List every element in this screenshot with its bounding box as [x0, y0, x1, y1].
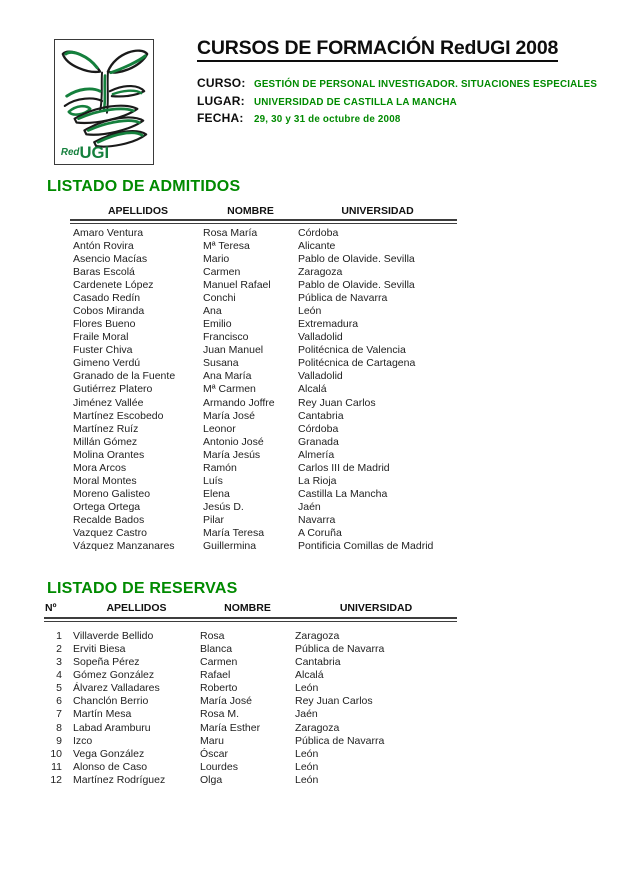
- redugi-logo: [54, 39, 154, 165]
- cell-apellidos: Vazquez Castro: [73, 527, 147, 540]
- cell-nombre: Francisco: [203, 331, 249, 344]
- table-row: [70, 423, 457, 436]
- cell-num: 9: [56, 734, 62, 747]
- column-header-nombre: NOMBRE: [227, 205, 274, 217]
- cell-nombre: Pilar: [203, 514, 225, 527]
- cell-nombre: Rafael: [200, 668, 231, 681]
- field-value: 29, 30 y 31 de octubre de 2008: [254, 114, 401, 125]
- cell-nombre: Roberto: [200, 682, 238, 695]
- cell-nombre: Rosa M.: [200, 708, 240, 721]
- cell-num: 11: [51, 761, 62, 774]
- cell-nombre: Susana: [203, 357, 239, 370]
- cell-nombre: Antonio José: [203, 435, 264, 448]
- cell-num: 12: [50, 774, 62, 787]
- table-header-rule: [44, 617, 457, 622]
- logo-text-ugi: UGI: [79, 142, 110, 162]
- column-header-universidad: UNIVERSIDAD: [339, 602, 413, 614]
- table-row: [44, 761, 457, 774]
- cell-apellidos: Cardenete López: [73, 278, 154, 291]
- table-row: [44, 643, 457, 656]
- cell-universidad: Zaragoza: [295, 721, 340, 734]
- cell-nombre: Guillermina: [203, 540, 257, 553]
- column-header-apellidos: APELLIDOS: [107, 205, 169, 217]
- cell-universidad: Pablo de Olavide. Sevilla: [298, 252, 415, 265]
- cell-universidad: Córdoba: [298, 422, 339, 435]
- cell-nombre: Mª Carmen: [203, 383, 256, 396]
- cell-universidad: Pontificia Comillas de Madrid: [298, 540, 434, 553]
- cell-nombre: Maru: [200, 734, 224, 747]
- table-header-rule: [70, 219, 457, 224]
- cell-universidad: Jaén: [295, 708, 318, 721]
- cell-universidad: Almería: [298, 448, 335, 461]
- cell-universidad: Pública de Navarra: [298, 291, 388, 304]
- table-row: [70, 501, 457, 514]
- cell-nombre: Rosa María: [203, 226, 258, 239]
- cell-apellidos: Gutiérrez Platero: [73, 383, 153, 396]
- cell-nombre: Carmen: [203, 265, 241, 278]
- cell-universidad: A Coruña: [298, 527, 342, 540]
- cell-universidad: León: [298, 304, 322, 317]
- cell-num: 4: [56, 668, 62, 681]
- cell-nombre: Lourdes: [200, 761, 238, 774]
- cell-num: 8: [56, 721, 62, 734]
- table-row: [70, 383, 457, 396]
- cell-nombre: Luís: [203, 474, 223, 487]
- cell-universidad: La Rioja: [298, 474, 337, 487]
- cell-universidad: Pública de Navarra: [295, 734, 385, 747]
- course-info: [197, 76, 597, 129]
- cell-universidad: Alicante: [298, 239, 336, 252]
- cell-universidad: Zaragoza: [295, 629, 340, 642]
- cell-nombre: Carmen: [200, 655, 238, 668]
- cell-apellidos: Millán Gómez: [73, 435, 138, 448]
- cell-apellidos: Amaro Ventura: [73, 226, 144, 239]
- table-row: [44, 722, 457, 735]
- reserves-table: [44, 601, 457, 787]
- column-header-universidad: UNIVERSIDAD: [341, 205, 414, 217]
- cell-apellidos: Baras Escolá: [73, 265, 135, 278]
- cell-nombre: Ramón: [203, 461, 237, 474]
- cell-nombre: Conchi: [203, 291, 236, 304]
- cell-universidad: Cantabria: [295, 655, 341, 668]
- table-row: [70, 527, 457, 540]
- cell-apellidos: Sopeña Pérez: [73, 655, 140, 668]
- cell-apellidos: Granado de la Fuente: [73, 370, 176, 383]
- cell-universidad: Castilla La Mancha: [298, 488, 388, 501]
- cell-apellidos: Antón Rovira: [73, 239, 134, 252]
- table-row: [70, 240, 457, 253]
- cell-nombre: María José: [203, 409, 255, 422]
- cell-apellidos: Moreno Galisteo: [73, 488, 151, 501]
- table-row: [70, 266, 457, 279]
- cell-num: 3: [56, 655, 62, 668]
- cell-num: 10: [50, 747, 62, 760]
- cell-nombre: María Teresa: [203, 527, 265, 540]
- cell-universidad: Granada: [298, 435, 339, 448]
- cell-apellidos: Alonso de Caso: [73, 761, 148, 774]
- cell-universidad: Córdoba: [298, 226, 339, 239]
- cell-nombre: Óscar: [200, 747, 229, 760]
- reserves-table-body: [44, 630, 457, 788]
- column-header-apellidos: APELLIDOS: [106, 602, 167, 614]
- field-label: FECHA:: [197, 111, 244, 125]
- table-row: [70, 305, 457, 318]
- cell-universidad: Rey Juan Carlos: [295, 695, 373, 708]
- cell-apellidos: Flores Bueno: [73, 318, 136, 331]
- cell-nombre: Ana María: [203, 370, 252, 383]
- cell-nombre: Manuel Rafael: [203, 278, 271, 291]
- cell-universidad: Pablo de Olavide. Sevilla: [298, 278, 415, 291]
- cell-apellidos: Asencio Macías: [73, 252, 148, 265]
- cell-apellidos: Ortega Ortega: [73, 501, 141, 514]
- table-row: [70, 331, 457, 344]
- cell-universidad: Politécnica de Valencia: [298, 344, 406, 357]
- cell-apellidos: Martínez Ruíz: [73, 422, 139, 435]
- cell-apellidos: Álvarez Valladares: [73, 682, 160, 695]
- cell-nombre: Juan Manuel: [203, 344, 264, 357]
- cell-universidad: Zaragoza: [298, 265, 343, 278]
- course-field-row: [197, 111, 597, 129]
- cell-apellidos: Gómez González: [73, 668, 155, 681]
- cell-nombre: Mª Teresa: [203, 239, 250, 252]
- table-row: [70, 357, 457, 370]
- cell-apellidos: Izco: [73, 734, 93, 747]
- column-header-numero: Nº: [45, 602, 57, 614]
- table-header-row: [44, 601, 457, 617]
- cell-nombre: María Esther: [200, 721, 261, 734]
- table-row: [70, 370, 457, 383]
- cell-apellidos: Labad Aramburu: [73, 721, 151, 734]
- cell-apellidos: Molina Orantes: [73, 448, 145, 461]
- table-row: [70, 279, 457, 292]
- cell-apellidos: Casado Redín: [73, 291, 141, 304]
- table-row: [44, 735, 457, 748]
- cell-apellidos: Villaverde Bellido: [73, 629, 154, 642]
- table-row: [44, 656, 457, 669]
- table-row: [70, 292, 457, 305]
- cell-universidad: León: [295, 682, 319, 695]
- table-row: [44, 708, 457, 721]
- cell-apellidos: Martínez Escobedo: [73, 409, 164, 422]
- cell-nombre: Rosa: [200, 629, 225, 642]
- cell-nombre: María José: [200, 695, 252, 708]
- cell-universidad: Valladolid: [298, 370, 343, 383]
- field-label: LUGAR:: [197, 93, 245, 108]
- cell-universidad: Pública de Navarra: [295, 642, 385, 655]
- table-row: [70, 253, 457, 266]
- cell-num: 2: [56, 642, 62, 655]
- table-row: [70, 488, 457, 501]
- course-field-row: [197, 76, 597, 94]
- cell-num: 5: [56, 682, 62, 695]
- cell-nombre: Ana: [203, 304, 222, 317]
- table-row: [44, 682, 457, 695]
- table-row: [44, 669, 457, 682]
- logo-text-red: Red: [60, 146, 80, 158]
- cell-apellidos: Fraile Moral: [73, 331, 129, 344]
- cell-apellidos: Fuster Chiva: [73, 344, 133, 357]
- table-row: [44, 774, 457, 787]
- table-row: [44, 748, 457, 761]
- cell-apellidos: Vázquez Manzanares: [73, 540, 175, 553]
- cell-apellidos: Recalde Bados: [73, 514, 145, 527]
- cell-num: 1: [56, 629, 62, 642]
- field-label: CURSO:: [197, 76, 246, 90]
- table-row: [70, 462, 457, 475]
- table-row: [70, 318, 457, 331]
- hand-seedling-logo-icon: [55, 40, 153, 164]
- cell-universidad: Jaén: [298, 501, 321, 514]
- course-field-row: [197, 94, 597, 112]
- cell-apellidos: Jiménez Vallée: [73, 396, 144, 409]
- table-row: [70, 344, 457, 357]
- table-row: [70, 514, 457, 527]
- admitted-table-body: [70, 227, 457, 554]
- cell-apellidos: Erviti Biesa: [73, 642, 126, 655]
- admitted-table: [70, 204, 457, 553]
- cell-universidad: Carlos III de Madrid: [298, 461, 390, 474]
- table-row: [70, 397, 457, 410]
- cell-universidad: Alcalá: [298, 383, 327, 396]
- field-value: GESTIÓN DE PERSONAL INVESTIGADOR. SITUACIONES ESPECIALES: [254, 79, 598, 90]
- cell-universidad: Extremadura: [298, 318, 359, 331]
- table-row: [44, 630, 457, 643]
- reserves-list-heading: LISTADO DE RESERVAS: [47, 580, 238, 597]
- cell-apellidos: Gimeno Verdú: [73, 357, 141, 370]
- table-row: [70, 540, 457, 553]
- table-header-row: [70, 204, 457, 219]
- cell-nombre: Armando Joffre: [203, 396, 275, 409]
- cell-nombre: Elena: [203, 488, 230, 501]
- table-row: [70, 436, 457, 449]
- cell-universidad: León: [295, 761, 319, 774]
- cell-apellidos: Chanclón Berrio: [73, 695, 149, 708]
- cell-universidad: Valladolid: [298, 331, 343, 344]
- cell-universidad: Alcalá: [295, 668, 324, 681]
- cell-universidad: Navarra: [298, 514, 336, 527]
- cell-apellidos: Moral Montes: [73, 474, 137, 487]
- table-row: [44, 695, 457, 708]
- cell-apellidos: Mora Arcos: [73, 461, 127, 474]
- table-row: [70, 475, 457, 488]
- cell-apellidos: Cobos Miranda: [73, 304, 145, 317]
- table-row: [70, 449, 457, 462]
- page-title: CURSOS DE FORMACIÓN RedUGI 2008: [197, 38, 558, 62]
- cell-nombre: Olga: [200, 774, 223, 787]
- cell-nombre: Jesús D.: [203, 501, 244, 514]
- column-header-nombre: NOMBRE: [224, 602, 271, 614]
- cell-universidad: Cantabria: [298, 409, 344, 422]
- cell-universidad: Politécnica de Cartagena: [298, 357, 416, 370]
- cell-nombre: Mario: [203, 252, 230, 265]
- cell-universidad: Rey Juan Carlos: [298, 396, 376, 409]
- cell-universidad: León: [295, 774, 319, 787]
- cell-apellidos: Vega González: [73, 747, 145, 760]
- field-value: UNIVERSIDAD DE CASTILLA LA MANCHA: [254, 96, 457, 108]
- cell-apellidos: Martín Mesa: [73, 708, 132, 721]
- cell-nombre: Emilio: [203, 318, 232, 331]
- cell-nombre: María Jesús: [203, 448, 261, 461]
- table-row: [70, 227, 457, 240]
- table-row: [70, 410, 457, 423]
- cell-num: 6: [56, 695, 62, 708]
- cell-universidad: León: [295, 747, 319, 760]
- cell-apellidos: Martínez Rodríguez: [73, 774, 166, 787]
- cell-nombre: Leonor: [203, 422, 236, 435]
- cell-num: 7: [56, 708, 62, 721]
- cell-nombre: Blanca: [200, 642, 233, 655]
- admitted-list-heading: LISTADO DE ADMITIDOS: [47, 178, 241, 195]
